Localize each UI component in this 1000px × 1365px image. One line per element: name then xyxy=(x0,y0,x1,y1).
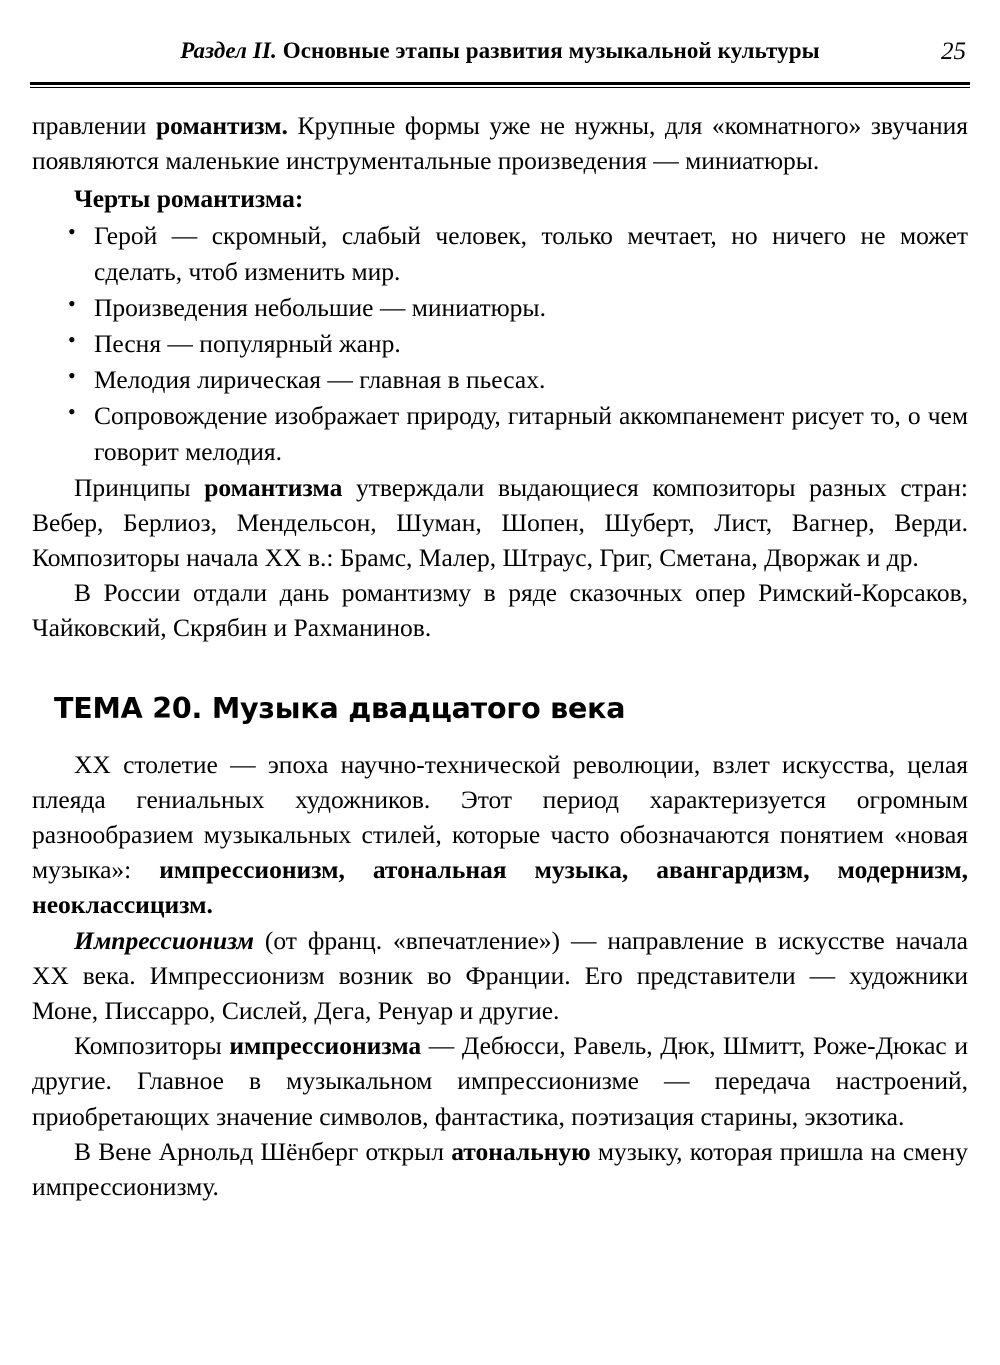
vienna-term-atonal: атональную xyxy=(451,1136,591,1166)
list-item: • Песня — популярный жанр. xyxy=(32,326,968,361)
page-body xyxy=(28,108,972,1204)
principles-term: романтизма xyxy=(204,472,343,502)
paragraph-impressionism xyxy=(32,923,968,1029)
list-item: • Сопровождение изображает природу, гитарный аккомпанемент рисует то, о чем говорит мелодия. xyxy=(32,398,968,468)
paragraph-russia: В России отдали дань романтизму в ряде сказочных опер Римский-Корсаков, Чайковский, Скрябин и Рахманинов. xyxy=(32,578,968,643)
page-header xyxy=(28,38,972,72)
running-head xyxy=(32,38,968,64)
list-item: • Герой — скромный, слабый человек, только мечтает, но ничего не может сделать, чтоб изменить мир. xyxy=(32,218,968,288)
header-rule xyxy=(28,82,972,88)
vienna-text-a: В Вене Арнольд Шёнберг открыл xyxy=(74,1136,452,1166)
intro-term-romanticism: романтизм. xyxy=(155,111,288,140)
paragraph-composers xyxy=(32,1028,968,1134)
century-text-a: XX столетие — эпоха научно-технической революции, взлет искусства, целая плеяда гениальных художников. Этот период характеризуется огромным разнообразием музыкальных стилей, которые часто обозначаются понятием «новая музыка»: xyxy=(32,749,968,885)
vienna-text-c: музыку, которая пришла на смену импрессионизму. xyxy=(32,1136,968,1201)
composers-text-c: — Дебюсси, Равель, Дюк, Шмитт, Роже-Дюкас и другие. Главное в музыкальном импрессионизме — передача настроений, приобретающих значение символов, фантастика, поэтизация старины, экзотика. xyxy=(32,1031,969,1131)
impressionism-term: Импрессионизм xyxy=(74,925,254,955)
composers-term: импрессионизма xyxy=(229,1031,422,1061)
principles-text-c: утверждали выдающиеся композиторы разных стран: Вебер, Берлиоз, Мендельсон, Шуман, Шопен, Шуберт, Лист, Вагнер, Верди. Композиторы начала XX в.: Брамс, Малер, Штраус, Григ, Сметана, Дворжак и др. xyxy=(32,472,969,573)
paragraph-century xyxy=(32,747,968,923)
list-item: • Произведения небольшие — миниатюры. xyxy=(32,290,968,325)
paragraph-principles xyxy=(32,470,968,576)
running-head-section: Раздел II. xyxy=(180,38,277,63)
intro-text-c: Крупные формы уже не нужны, для «комнатного» звучания появляются маленькие инструментальные произведения — миниатюры. xyxy=(32,111,968,176)
list-item: • Мелодия лирическая — главная в пьесах. xyxy=(32,362,968,397)
intro-text-a: правлении xyxy=(32,111,156,140)
twentieth-century-block xyxy=(32,747,968,1204)
paragraph-vienna xyxy=(32,1134,968,1204)
composers-text-a: Композиторы xyxy=(74,1031,230,1061)
running-head-title: Основные этапы развития музыкальной культуры xyxy=(282,38,820,63)
features-list xyxy=(32,218,968,468)
principles-text-a: Принципы xyxy=(74,472,205,502)
theme-heading: ТЕМА 20. Музыка двадцатого века xyxy=(54,691,626,725)
header-rule-thin xyxy=(30,87,970,88)
header-rule-thick xyxy=(30,82,970,85)
impressionism-text: (от франц. «впечатление») — направление в искусстве начала XX века. Импрессионизм возник во Франции. Его представители — художники Моне, Писсарро, Сислей, Дега, Ренуар и другие. xyxy=(32,925,968,1025)
subheading-features: Черты романтизма: xyxy=(74,184,304,214)
paragraph-romanticism-intro xyxy=(32,108,968,178)
century-styles-list: импрессионизм, атональная музыка, авангардизм, модернизм, неоклассицизм. xyxy=(32,855,968,920)
page-number: 25 xyxy=(941,38,966,65)
